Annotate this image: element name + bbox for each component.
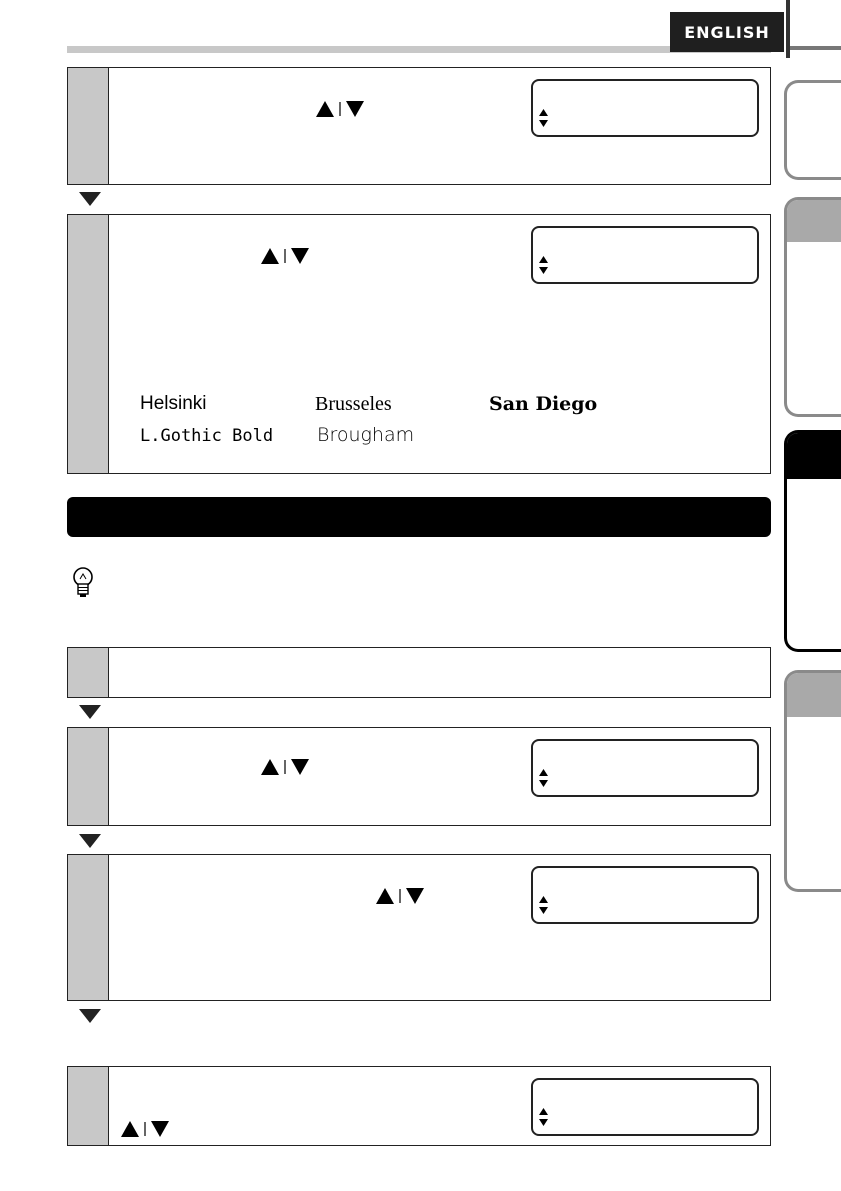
step-box-2: [67, 214, 771, 474]
up-down-arrow-icon: [539, 256, 548, 274]
step-box-5: [67, 854, 771, 1001]
lcd-display: [531, 866, 759, 924]
font-sample-helsinki: Helsinki: [140, 393, 207, 414]
lcd-display: [531, 79, 759, 137]
side-tab-3-head: [787, 433, 841, 479]
step-number-cell: [68, 1067, 109, 1145]
language-badge: ENGLISH: [670, 12, 784, 52]
side-tab-3-active[interactable]: [784, 430, 841, 652]
header-rule: [67, 46, 771, 53]
up-down-arrow-icon: [539, 896, 548, 914]
lcd-display: [531, 226, 759, 284]
lightbulb-icon: [70, 566, 96, 600]
up-down-arrow-icon: [539, 109, 548, 127]
step-number-cell: [68, 648, 109, 697]
up-down-key-icon: [316, 100, 368, 118]
side-tab-4[interactable]: [784, 670, 841, 892]
up-down-arrow-icon: [539, 1108, 548, 1126]
section-title-bar: [67, 497, 771, 537]
lcd-display: [531, 1078, 759, 1136]
side-tab-4-head: [787, 673, 841, 717]
step-box-1: [67, 67, 771, 185]
right-edge-rule-horizontal: [790, 46, 841, 50]
font-sample-brusseles: Brusseles: [315, 393, 392, 415]
lcd-display: [531, 739, 759, 797]
up-down-key-icon: [261, 758, 313, 776]
side-tab-2-head: [787, 200, 841, 242]
down-triangle-icon: [79, 834, 101, 848]
up-down-key-icon: [376, 887, 428, 905]
font-sample-brougham: Brougham: [317, 424, 415, 446]
side-tab-1[interactable]: [784, 80, 841, 180]
up-down-arrow-icon: [539, 769, 548, 787]
step-number-cell: [68, 855, 109, 1000]
font-sample-lgothic-bold: L.Gothic Bold: [140, 426, 274, 446]
up-down-key-icon: [261, 247, 313, 265]
font-sample-san-diego: San Diego: [489, 393, 598, 415]
down-triangle-icon: [79, 705, 101, 719]
down-triangle-icon: [79, 1009, 101, 1023]
step-number-cell: [68, 68, 109, 184]
step-box-4: [67, 727, 771, 826]
step-box-6: [67, 1066, 771, 1146]
step-number-cell: [68, 728, 109, 825]
down-triangle-icon: [79, 192, 101, 206]
up-down-key-icon: [121, 1120, 173, 1138]
step-number-cell: [68, 215, 109, 473]
side-tab-2[interactable]: [784, 197, 841, 417]
step-box-3: [67, 647, 771, 698]
